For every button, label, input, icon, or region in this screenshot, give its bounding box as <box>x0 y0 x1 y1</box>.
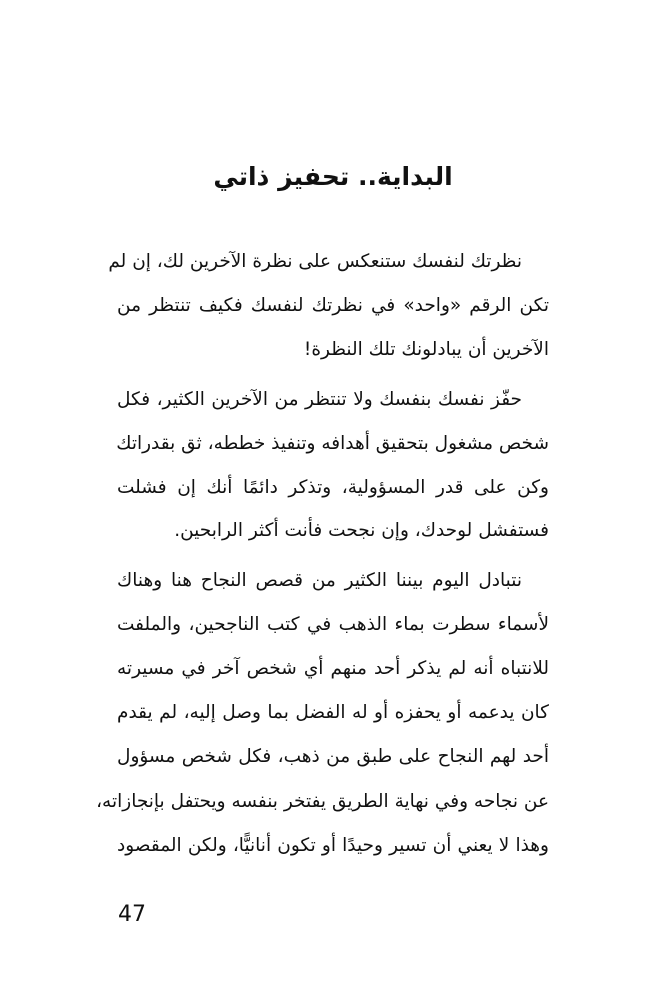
text-line: للانتباه أنه لم يذكر أحد منهم أي شخص آخر في مسيرته <box>117 658 549 679</box>
text-line: تكن الرقم «واحد» في نظرتك لنفسك فكيف تنتظر من <box>117 295 549 316</box>
text-line: الآخرين أن يبادلونك تلك النظرة! <box>303 339 549 360</box>
text-line: أحد لهم النجاح على طبق من ذهب، فكل شخص مسؤول <box>117 746 549 767</box>
text-line: نظرتك لنفسك ستنعكس على نظرة الآخرين لك، إن لم <box>108 251 522 272</box>
text-line: حفّز نفسك بنفسك ولا تنتظر من الآخرين الكثير، فكل <box>117 389 522 410</box>
text-line: عن نجاحه وفي نهاية الطريق يفتخر بنفسه ويحتفل بإنجازاته، <box>96 791 549 812</box>
text-line: كان يدعمه أو يحفزه أو له الفضل بما وصل إليه، لم يقدم <box>117 702 549 723</box>
text-line: وكن على قدر المسؤولية، وتذكر دائمًا أنك إن فشلت <box>117 477 549 498</box>
text-line: فستفشل لوحدك، وإن نجحت فأنت أكثر الرابحين. <box>174 520 549 541</box>
chapter-title: البداية.. تحفيز ذاتي <box>213 162 453 191</box>
text-line: نتبادل اليوم بيننا الكثير من قصص النجاح هنا وهناك <box>117 570 522 591</box>
text-line: وهذا لا يعني أن تسير وحيدًا أو تكون أنانيًّا، ولكن المقصود <box>117 835 549 856</box>
page-number: 47 <box>118 902 146 927</box>
text-line: شخص مشغول بتحقيق أهدافه وتنفيذ خططه، ثق بقدراتك <box>116 433 549 454</box>
text-line: لأسماء سطرت بماء الذهب في كتب الناجحين، والملفت <box>117 614 549 635</box>
